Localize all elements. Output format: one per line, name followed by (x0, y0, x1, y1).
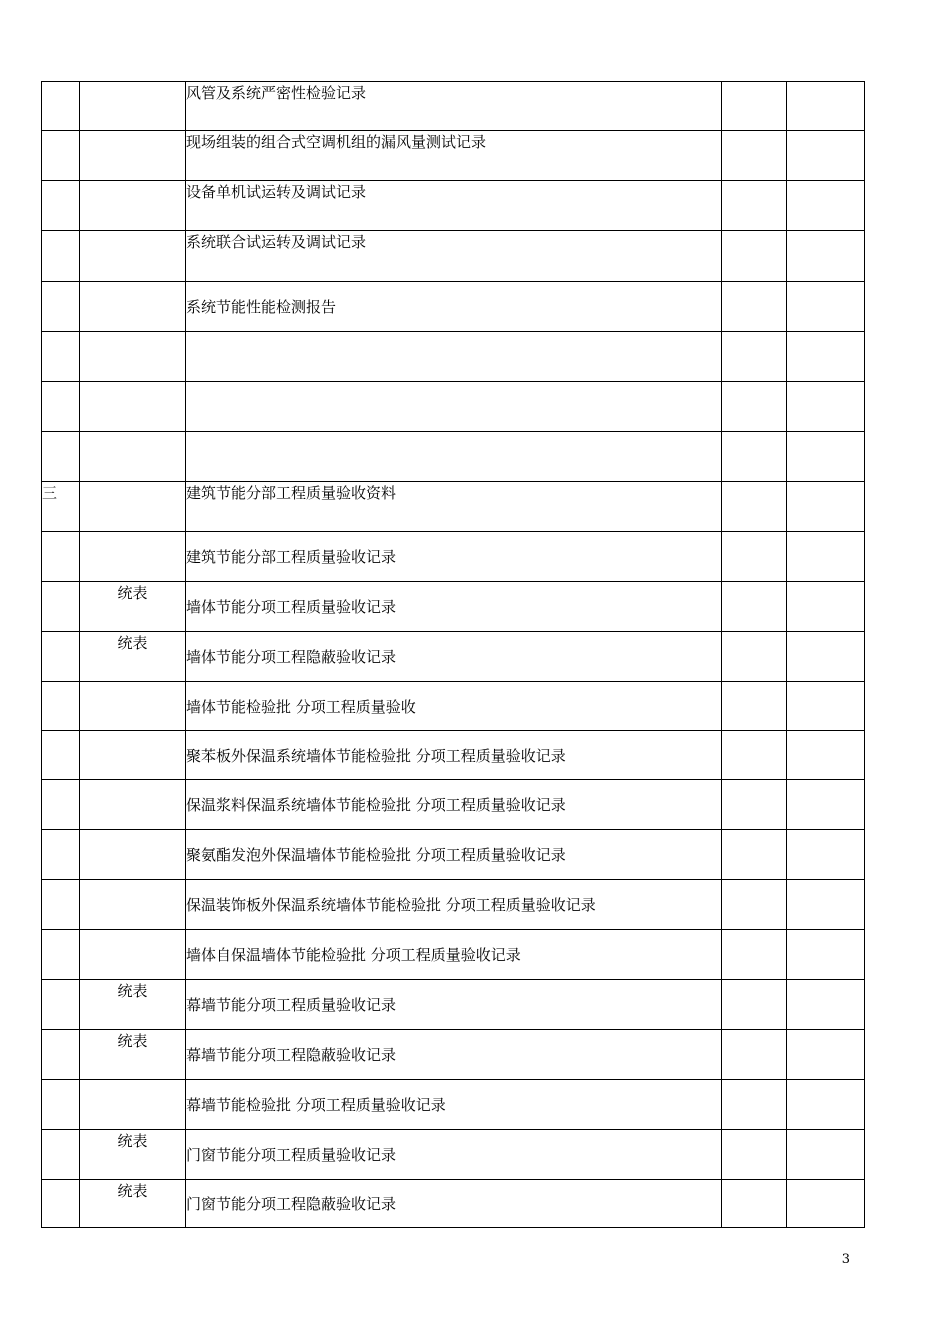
blank-cell (722, 830, 787, 880)
section-title: 建筑节能分部工程质量验收资料 (186, 482, 722, 532)
record-name: 风管及系统严密性检验记录 (186, 82, 722, 131)
row-number (42, 332, 80, 382)
record-name: 门窗节能分项工程质量验收记录 (186, 1130, 722, 1180)
record-name (186, 432, 722, 482)
blank-cell (722, 532, 787, 582)
row-number (42, 382, 80, 432)
blank-cell (787, 131, 865, 181)
row-number (42, 432, 80, 482)
blank-cell (722, 930, 787, 980)
blank-cell (787, 731, 865, 780)
table-row (42, 582, 865, 632)
record-name: 墙体自保温墙体节能检验批 分项工程质量验收记录 (186, 930, 722, 980)
table-row (42, 181, 865, 231)
table-row (42, 980, 865, 1030)
table-row (42, 780, 865, 830)
table-row (42, 632, 865, 682)
table-row (42, 131, 865, 181)
table-row (42, 682, 865, 731)
blank-cell (787, 1030, 865, 1080)
form-code (80, 780, 186, 830)
table-row (42, 231, 865, 282)
blank-cell (787, 632, 865, 682)
row-number (42, 632, 80, 682)
table-row (42, 930, 865, 980)
form-code (80, 382, 186, 432)
row-number (42, 231, 80, 282)
record-name: 设备单机试运转及调试记录 (186, 181, 722, 231)
row-number (42, 532, 80, 582)
form-code (80, 82, 186, 131)
record-name: 幕墙节能分项工程质量验收记录 (186, 980, 722, 1030)
table-row (42, 282, 865, 332)
form-code (80, 432, 186, 482)
row-number (42, 1030, 80, 1080)
form-code (80, 482, 186, 532)
blank-cell (722, 1080, 787, 1130)
blank-cell (722, 382, 787, 432)
form-code: 统表 (80, 582, 186, 632)
blank-cell (722, 231, 787, 282)
blank-cell (787, 231, 865, 282)
blank-cell (787, 930, 865, 980)
table-row (42, 1080, 865, 1130)
blank-cell (787, 432, 865, 482)
blank-cell (787, 532, 865, 582)
row-number (42, 282, 80, 332)
blank-cell (722, 82, 787, 131)
blank-cell (787, 682, 865, 731)
record-name: 墙体节能分项工程质量验收记录 (186, 582, 722, 632)
row-number (42, 181, 80, 231)
form-code (80, 682, 186, 731)
blank-cell (722, 880, 787, 930)
record-name: 聚苯板外保温系统墙体节能检验批 分项工程质量验收记录 (186, 731, 722, 780)
page-number: 3 (841, 1252, 850, 1267)
blank-cell (787, 582, 865, 632)
blank-cell (722, 780, 787, 830)
row-number (42, 1130, 80, 1180)
form-code (80, 930, 186, 980)
table-row (42, 1030, 865, 1080)
form-code (80, 1080, 186, 1130)
table-row (42, 1180, 865, 1228)
form-code (80, 532, 186, 582)
records-table (41, 81, 865, 1228)
blank-cell (787, 830, 865, 880)
blank-cell (722, 1180, 787, 1228)
record-name: 现场组装的组合式空调机组的漏风量测试记录 (186, 131, 722, 181)
row-number (42, 1080, 80, 1130)
row-number (42, 880, 80, 930)
blank-cell (787, 482, 865, 532)
record-name: 墙体节能分项工程隐蔽验收记录 (186, 632, 722, 682)
record-name: 门窗节能分项工程隐蔽验收记录 (186, 1180, 722, 1228)
blank-cell (787, 1180, 865, 1228)
form-code: 统表 (80, 1130, 186, 1180)
blank-cell (722, 282, 787, 332)
form-code: 统表 (80, 980, 186, 1030)
blank-cell (787, 82, 865, 131)
record-name: 幕墙节能检验批 分项工程质量验收记录 (186, 1080, 722, 1130)
table-row (42, 432, 865, 482)
blank-cell (722, 482, 787, 532)
blank-cell (722, 731, 787, 780)
row-number (42, 930, 80, 980)
blank-cell (787, 1080, 865, 1130)
form-code (80, 332, 186, 382)
record-name (186, 332, 722, 382)
row-number (42, 980, 80, 1030)
record-name: 保温浆料保温系统墙体节能检验批 分项工程质量验收记录 (186, 780, 722, 830)
row-number (42, 82, 80, 131)
blank-cell (787, 282, 865, 332)
record-name: 建筑节能分部工程质量验收记录 (186, 532, 722, 582)
blank-cell (722, 582, 787, 632)
blank-cell (722, 632, 787, 682)
form-code (80, 731, 186, 780)
table-row (42, 731, 865, 780)
record-name: 幕墙节能分项工程隐蔽验收记录 (186, 1030, 722, 1080)
blank-cell (722, 332, 787, 382)
blank-cell (787, 880, 865, 930)
form-code: 统表 (80, 632, 186, 682)
blank-cell (722, 131, 787, 181)
blank-cell (722, 682, 787, 731)
table-row (42, 382, 865, 432)
record-name: 聚氨酯发泡外保温墙体节能检验批 分项工程质量验收记录 (186, 830, 722, 880)
blank-cell (722, 1030, 787, 1080)
row-number (42, 830, 80, 880)
form-code (80, 282, 186, 332)
row-number (42, 731, 80, 780)
row-number (42, 682, 80, 731)
table-row (42, 1130, 865, 1180)
row-number (42, 1180, 80, 1228)
table-row (42, 532, 865, 582)
blank-cell (787, 181, 865, 231)
blank-cell (787, 1130, 865, 1180)
form-code (80, 231, 186, 282)
row-number (42, 780, 80, 830)
table-row (42, 482, 865, 532)
form-code (80, 131, 186, 181)
record-name: 系统节能性能检测报告 (186, 282, 722, 332)
row-number (42, 131, 80, 181)
form-code (80, 181, 186, 231)
table-row (42, 880, 865, 930)
record-name: 系统联合试运转及调试记录 (186, 231, 722, 282)
blank-cell (722, 432, 787, 482)
blank-cell (787, 332, 865, 382)
form-code (80, 880, 186, 930)
record-name: 墙体节能检验批 分项工程质量验收 (186, 682, 722, 731)
record-name (186, 382, 722, 432)
record-name: 保温装饰板外保温系统墙体节能检验批 分项工程质量验收记录 (186, 880, 722, 930)
blank-cell (722, 1130, 787, 1180)
table-row (42, 82, 865, 131)
blank-cell (787, 980, 865, 1030)
blank-cell (722, 980, 787, 1030)
row-number (42, 582, 80, 632)
form-code (80, 830, 186, 880)
form-code: 统表 (80, 1030, 186, 1080)
row-number: 三 (42, 482, 80, 532)
blank-cell (787, 382, 865, 432)
blank-cell (722, 181, 787, 231)
form-code: 统表 (80, 1180, 186, 1228)
blank-cell (787, 780, 865, 830)
table-row (42, 830, 865, 880)
table-row (42, 332, 865, 382)
